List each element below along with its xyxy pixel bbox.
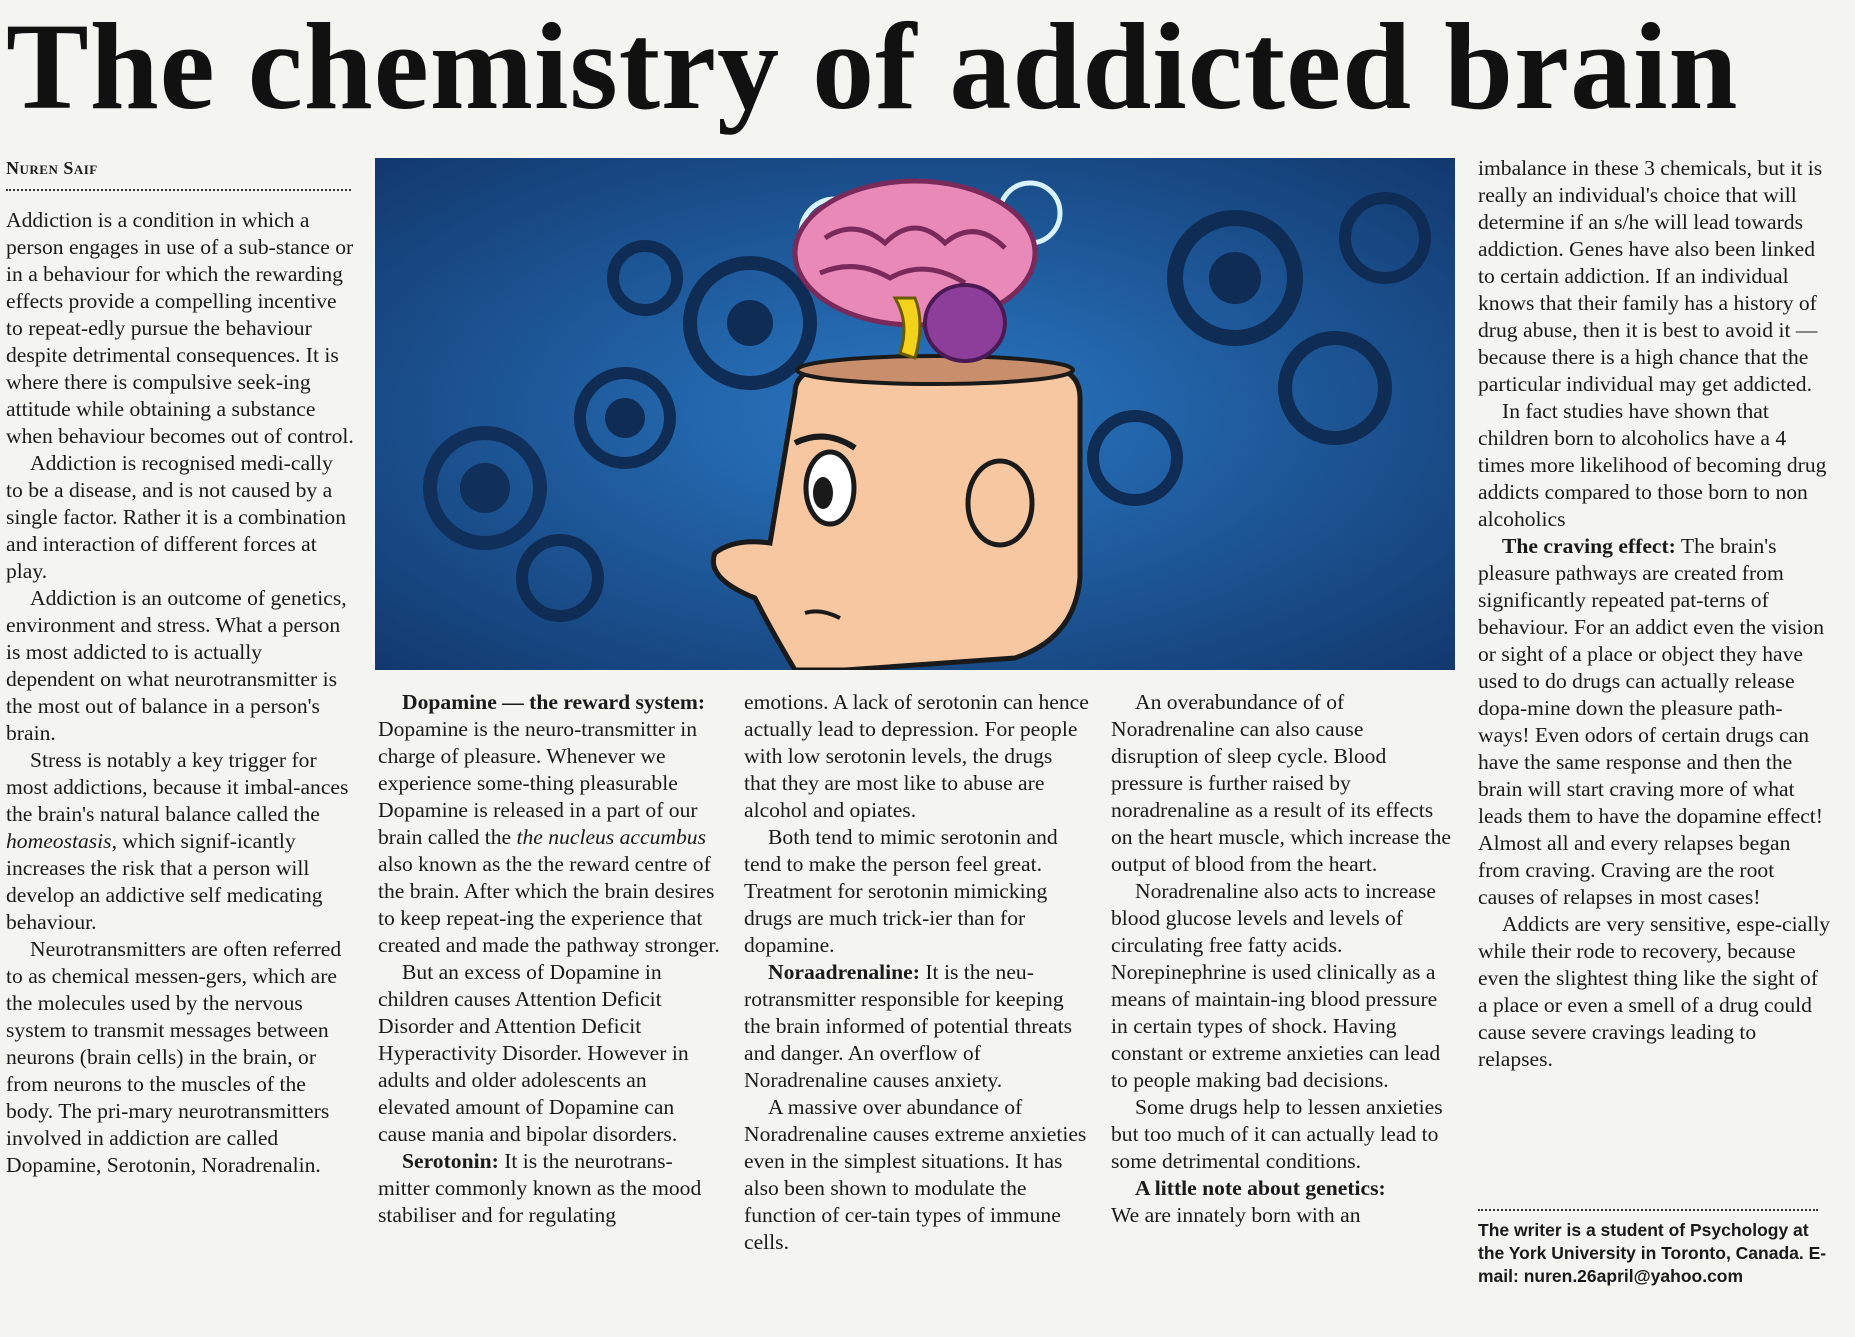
column-4	[1111, 689, 1456, 1229]
subheading: Serotonin:	[402, 1149, 499, 1173]
paragraph: Addiction is recognised medi-cally to be a disease, and is not caused by a single factor. Rather it is a combination and interaction of different forces at play.	[6, 451, 347, 583]
column-5	[1478, 155, 1833, 1073]
paragraph: An overabundance of of Noradrenaline can also cause disruption of sleep cycle. Blood pressure is further raised by noradrenaline as a result of its effects on the heart muscle, which increase the output of blood from the heart.	[1111, 690, 1451, 876]
paragraph: Noradrenaline also acts to increase blood glucose levels and levels of circulating free fatty acids. Norepinephrine is used clinically as a means of maintain-ing blood pressure in certain types of shock. Having constant or extreme anxieties can lead to people making bad decisions.	[1111, 879, 1441, 1092]
italic-term: the nucleus accumbus	[516, 825, 706, 849]
paragraph: emotions. A lack of serotonin can hence actually lead to depression. For people with low serotonin levels, the drugs that they are most like to abuse are alcohol and opiates.	[744, 690, 1089, 822]
paragraph: Neurotransmitters are often referred to as chemical messen-gers, which are the molecules used by the nervous system to transmit messages between neurons (brain cells) in the brain, or from neurons to the muscles of the body. The pri-mary neurotransmitters involved in addiction are called Dopamine, Serotonin, Noradrenalin.	[6, 937, 342, 1177]
paragraph	[6, 747, 354, 936]
column-3	[744, 689, 1089, 1256]
headline: The chemistry of addicted brain	[6, 0, 1739, 135]
paragraph: Addiction is an outcome of genetics, environment and stress. What a person is most addicted to is actually dependent on what neurotransmitter is the most out of balance in a person's brain.	[6, 586, 347, 745]
paragraph	[1111, 1175, 1456, 1229]
pupil	[813, 477, 833, 509]
text: Dopamine is the neuro-transmitter in charge of pleasure. Whenever we experience some-thing pleasurable Dopamine is released in a part of our brain called the	[378, 717, 698, 849]
paragraph: imbalance in these 3 chemicals, but it is really an individual's choice that will determine if an s/he will lead towards addiction. Genes have also been linked to certain addiction. If an individual knows that their family has a history of drug abuse, then it is best to avoid it — because there is a high chance that the particular individual may get addicted.	[1478, 156, 1823, 396]
paragraph	[744, 959, 1089, 1094]
paragraph: Both tend to mimic serotonin and tend to make the person feel great. Treatment for serotonin mimicking drugs are much trick-ier than for dopamine.	[744, 825, 1058, 957]
paragraph: Some drugs help to lessen anxieties but too much of it can actually lead to some detrimental conditions.	[1111, 1095, 1443, 1173]
italic-term: homeostasis	[6, 829, 112, 853]
text: , which signif-icantly increases the risk that a person will develop an addictive self medicating behaviour.	[6, 829, 323, 934]
paragraph: Addicts are very sensitive, espe-cially while their rode to recovery, because even the slightest thing like the sight of a place or even a smell of a drug could cause severe cravings leading to relapses.	[1478, 912, 1830, 1071]
divider	[1478, 1209, 1818, 1211]
subheading: Dopamine — the reward system:	[402, 690, 706, 714]
text: It is the neu-rotransmitter responsible for keeping the brain informed of potential threats and danger. An overflow of Noradrenaline causes anxiety.	[744, 960, 1072, 1092]
byline: Nuren Saif	[6, 158, 351, 191]
subheading: The craving effect:	[1502, 534, 1676, 558]
subheading: Noraadrenaline:	[768, 960, 920, 984]
subheading: A little note about genetics:	[1135, 1176, 1386, 1200]
illustration	[375, 158, 1455, 670]
column-2	[378, 689, 723, 1229]
paragraph: A massive over abundance of Noradrenaline causes extreme anxieties even in the simplest situations. It has also been shown to modulate the function of cer-tain types of immune cells.	[744, 1095, 1087, 1254]
paragraph	[378, 1148, 723, 1229]
paragraph: Addiction is a condition in which a person engages in use of a sub-stance or in a behaviour for which the rewarding effects provide a compelling incentive to repeat-edly pursue the behaviour despite detrimental consequences. It is where there is compulsive seek-ing attitude while obtaining a substance when behaviour becomes out of control.	[6, 208, 354, 448]
text: The brain's pleasure pathways are created from significantly repeated pat-terns of behaviour. For an addict even the vision or sight of a place or object they have used to do drugs can actually release dopa-mine down the pleasure path-ways! Even odors of certain drugs can have the same response and then the brain will start craving more of what leads them to have the dopamine effect! Almost all and every relapses began from craving. Craving are the root causes of relapses in most cases!	[1478, 534, 1825, 909]
ear	[968, 461, 1032, 545]
paragraph: But an excess of Dopamine in children causes Attention Deficit Disorder and Attention Deficit Hyperactivity Disorder. However in adults and older adolescents an elevated amount of Dopamine can cause mania and bipolar disorders.	[378, 960, 689, 1146]
paragraph	[1478, 533, 1833, 911]
text: also known as the the reward centre of the brain. After which the brain desires to keep repeat-ing the experience that created and made the pathway stronger.	[378, 852, 720, 957]
text: We are innately born with an	[1111, 1203, 1361, 1227]
author-note: The writer is a student of Psychology at the York University in Toronto, Canada. E-mail: nuren.26april@yahoo.com	[1478, 1220, 1827, 1286]
paragraph	[378, 689, 723, 959]
paragraph: In fact studies have shown that children born to alcoholics have a 4 times more likelihood of becoming drug addicts compared to those born to non alcoholics	[1478, 399, 1827, 531]
text: It is the neurotrans-mitter commonly known as the mood stabiliser and for regulating	[378, 1149, 702, 1227]
text: Stress is notably a key trigger for most addictions, because it imbal-ances the brain's natural balance called the	[6, 748, 349, 826]
column-1	[6, 207, 354, 1179]
